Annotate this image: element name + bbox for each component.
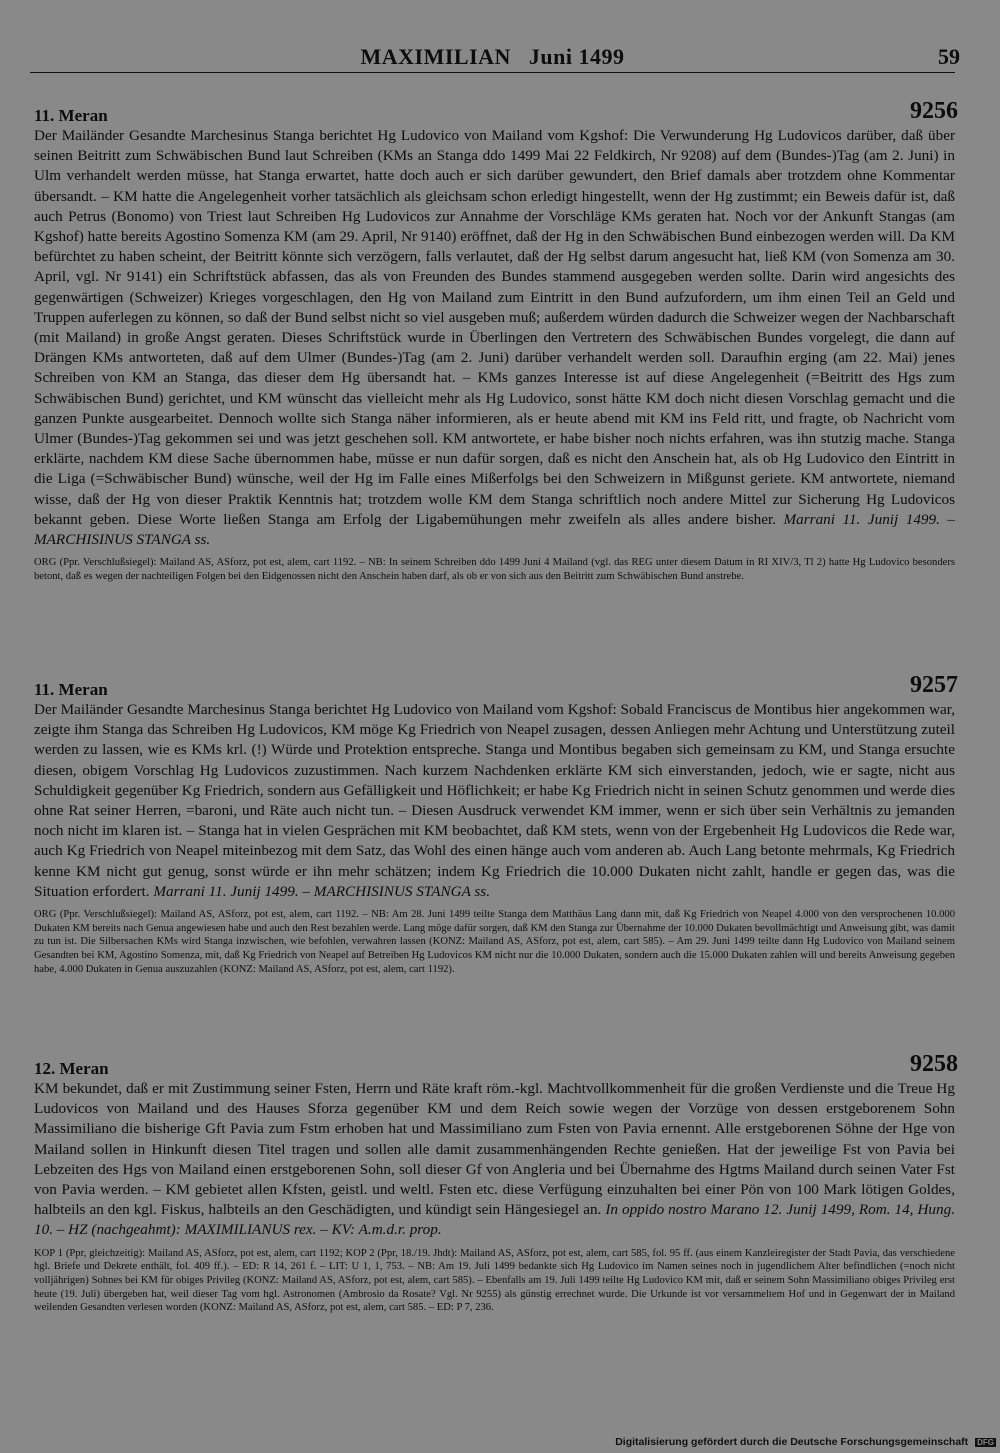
header-rule [30,72,955,73]
regest-entry-9257 [34,672,958,977]
entry-text: Der Mailänder Gesandte Marchesinus Stanga berichtet Hg Ludovico von Mailand vom Kgshof: Sobald Franciscus de Montibus hier angekommen war, zeigte ihm Stanga das Schreiben Hg Ludovicos, KM möge Kg Friedrich von Neapel zusagen, dessen Anliegen mehr Achtung und Unterstützung zuteil werden zu lassen, wie es KMs krl. (!) Würde und Protektion entspreche. Stanga und Montibus begaben sich gemeinsam zu KM, und Stanga ersuchte diesen, obigem Vorschlag Hg Ludovicos zuzustimmen. Nach kurzem Nachdenken erklärte KM sich einverstanden, jedoch, wie er sagte, nicht aus Schuldigkeit gegenüber Kg Friedrich, sondern aus Gefälligkeit und Höflichkeit; er habe Kg Friedrich nicht in seinen Schutz genommen und werde dies ohne Rat seiner Herren, =baroni, und Räte auch nicht tun. – Diesen Ausdruck verwendet KM immer, wenn er sich über sein Verhältnis zu jemanden noch nicht im klaren ist. – Stanga hat in vielen Gesprächen mit KM beobachtet, daß KM stets, wenn von der Ergebenheit Hg Ludovicos die Rede war, auch Kg Friedrich von Neapel miteinbezog mit dem Satz, das Wohl des einen hänge auch vom anderen ab. Auch Lang betonte mehrmals, Kg Friedrich kenne KM nicht gut genug, sonst würde er ihn mehr schätzen; indem Kg Friedrich die 10.000 Dukaten nicht zahlt, handle er gegen das, was die Situation erfordert. [34,701,955,900]
entry-place-date: 11. Meran [34,106,108,125]
entry-place-date: 11. Meran [34,680,108,699]
entry-number: 9258 [910,1051,958,1077]
entry-body [34,700,955,902]
entry-text: KM bekundet, daß er mit Zustimmung seiner Fsten, Herrn und Räte kraft röm.-kgl. Machtvollkommenheit für die großen Verdienste und die Treue Hg Ludovicos von Mailand und des Hauses Sforza gegenüber KM und dem Reich sowie wegen der Vorzüge von dessen erstgeborenem Sohn Massimiliano die bisherige Gft Pavia zum Fstm erhoben hat und Massimiliano zum Fsten von Pavia ernennt. Alle erstgeborenen Söhne der Hge von Mailand sollen in Hinkunft diesen Titel tragen und sollen alle damit zusammenhängenden Rechte genießen. Hat der jeweilige Fst von Pavia bei Lebzeiten des Hgs von Mailand einen erstgeborenen Sohn, soll dieser Gf von Angleria und bei Übernahme des Hgtms Mailand durch seinen Vater Fst von Pavia werden. – KM gebietet allen Kfsten, geistl. und weltl. Fsten etc. diese Verfügung einzuhalten bei einer Pön von 100 Mark lötigen Goldes, halbteils an den kgl. Fiskus, halbteils an den Geschädigten, und kündigt sein Hängesiegel an. [34,1080,955,1219]
entry-closing: Marrani 11. Junij 1499. – MARCHISINUS STANGA ss. [153,882,491,900]
regest-entry-9258 [34,1051,958,1315]
entry-number: 9257 [910,672,958,698]
credit-text: Digitalisierung gefördert durch die Deutsche Forschungsgemeinschaft [615,1436,969,1448]
entry-body [34,1079,955,1241]
entry-closing: Marrani 11. Junij 1499. – MARCHISINUS STANGA ss. [34,510,956,549]
entry-note: ORG (Ppr. Verschlußsiegel): Mailand AS, ASforz, pot est, alem, cart 1192. – NB: In seinem Schreiben ddo 1499 Juni 4 Mailand (vgl. das REG unter diesem Datum in RI XIV/3, Tl 2) hatte Hg Ludovico besonders betont, daß es wegen der nachteiligen Folgen bei den Eidgenossen nicht den Anschein haben darf, als ob er von sich aus den Beitritt zum Schwäbischen Bund anstrebe. [34,557,955,582]
page-number: 59 [938,44,960,69]
running-title: MAXIMILIAN Juni 1499 [360,44,625,69]
dfg-logo: DFG [977,1437,994,1447]
running-header [30,40,960,74]
regest-entry-9256 [34,98,958,584]
entry-number: 9256 [910,98,958,124]
entry-body [34,126,955,550]
digitization-credit [615,1436,996,1448]
entry-text: Der Mailänder Gesandte Marchesinus Stanga berichtet Hg Ludovico von Mailand vom Kgshof: Die Verwunderung Hg Ludovicos darüber, daß über seinen Beitritt zum Schwäbischen Bund laut Schreiben (KMs an Stanga ddo 1499 Mai 22 Feldkirch, Nr 9208) auf dem (Bundes-)Tag (am 2. Juni) in Ulm verhandelt werden müsse, hat Stanga erwartet, hatte doch auch er sich darüber gewundert, den Brief damals aber trotzdem ohne Kommentar übersandt. – KM hatte die Angelegenheit vorher tatsächlich als gleichsam schon erledigt hingestellt, wenn der Hg zustimmt; ein Beweis dafür ist, daß auch Petrus (Bonomo) von Triest laut Schreiben Hg Ludovicos zur Annahme der Vorschläge KMs geraten hat. Noch vor der Ankunft Stangas (am Kgshof) hatte bereits Agostino Somenza KM (am 29. April, Nr 9140) eröffnet, daß der Hg in den Schwäbischen Bund einbezogen werden will. Da KM befürchtet zu haben scheint, der Beitritt könnte sich verzögern, falls verlautet, daß der Hg selbst darum angesucht hat, ließ KM (von Somenza am 30. April, vgl. Nr 9141) ein Schriftstück abfassen, das als von Freunden des Bundes stammend ausgegeben werden sollte. Darin wird angesichts des gegenwärtigen (Schweizer) Krieges vorgeschlagen, den Hg von Mailand zum Eintritt in den Bund aufzufordern, um ihm einen Teil an Geld und Truppen auferlegen zu können, so daß der Bund selbst nicht so viel ausgeben muß; außerdem würden dadurch die Schweizer wegen der Nachbarschaft (mit Mailand) in große Angst geraten. Dieses Schriftstück wurde in Überlingen den Vertretern des Schwäbischen Bundes vorgelegt, die dann auf Drängen KMs antworteten, daß auf dem Ulmer (Bundes-)Tag (am 2. Juni) darüber verhandelt werden soll. Daraufhin erging (am 22. Mai) jenes Schreiben von KM an Stanga, das dieser dem Hg übersandt hat. – KMs ganzes Interesse ist auf diese Angelegenheit (=Beitritt des Hgs zum Schwäbischen Bund) gerichtet, und KM wünscht das vielleicht mehr als Hg Ludovico, sonst hätte KM doch nicht diesen Vorschlag gemacht und die ganzen Punkte ausgearbeitet. Dennoch wollte sich Stanga näher informieren, als er heute abend mit KM ins Feld ritt, und fragte, ob Nachricht vom Ulmer (Bundes-)Tag gekommen sei und was jetzt geschehen soll. KM antwortete, er habe bisher noch nichts erfahren, was ihn stutzig mache. Stanga erklärte, nachdem KM diese Sache übernommen habe, müsse er nun dafür sorgen, daß es nicht den Anschein hat, als ob Hg Ludovico den Eintritt in die Liga (=Schwäbischer Bund) wünsche, weil der Hg im Falle eines Mißerfolgs bei den Schweizern in Mißgunst geriete. KM antwortete, niemand wisse, daß der Hg von dieser Praktik Kenntnis hat; trotzdem wolle KM dem Stanga schriftlich noch andere Mittel zur Sicherung Hg Ludovicos bekannt geben. Diese Worte ließen Stanga am Erfolg der Ligabemühungen mehr zweifeln als alles andere bisher. [34,127,955,528]
entry-note: ORG (Ppr. Verschlußsiegel): Mailand AS, ASforz, pot est, alem, cart 1192. – NB: Am 28. Juni 1499 teilte Stanga dem Matthäus Lang dann mit, daß Kg Friedrich von Neapel 4.000 von den versprochenen 10.000 Dukaten KM bereits nach Genua angewiesen habe und auch den Rest bezahlen werde. Lang möge dafür sorgen, daß KM den Stanga zur Übernahme der 10.000 Dukaten bevollmächtigt und Anweisung gibt, was damit zu tun ist. Die Silbersachen KMs wird Stanga inzwischen, wie befohlen, verwahren lassen (KONZ: Mailand AS, ASforz, pot est, alem, cart 585). – Am 29. Juni 1499 teilte dann Hg Ludovico von Mailand seinem Gesandten bei KM, Agostino Somenza, mit, daß Kg Friedrich von Neapel auf Betreiben Hg Ludovicos KM nicht nur die 10.000 Dukaten, sondern auch die 15.000 Dukaten zahlen will und bereits Anweisung gegeben habe, 4.000 Dukaten in Genua auszuzahlen (KONZ: Mailand AS, ASforz, pot est, alem, cart 1192). [34,909,955,975]
entry-place-date: 12. Meran [34,1059,109,1078]
entry-note: KOP 1 (Ppr, gleichzeitig): Mailand AS, ASforz, pot est, alem, cart 1192; KOP 2 (Ppr, 18./19. Jhdt): Mailand AS, ASforz, pot est, alem, cart 585, fol. 95 ff. (aus einem Kanzleiregister der Stadt Pavia, das verschiedene hgl. Briefe und Dekrete enthält, fol. 409 ff.). – ED: R 14, 261 f. – LIT: U 1, 1, 753. – NB: Am 19. Juli 1499 bedankte sich Hg Ludovico im Namen seines noch in jugendlichem Alter befindlichen (=noch nicht volljährigen) Sohnes bei KM für obiges Privileg (KONZ: Mailand AS, ASforz, pot est, alem, cart 585). – Ebenfalls am 19. Juli 1499 teilte Hg Ludovico KM mit, daß er seinem Sohn Massimiliano obiges Privileg erst heute (19. Juli) übergeben hat, weil dieser Tag vom hgl. Astronomen (Ambrosio da Rosate? Vgl. Nr 9255) als günstig errechnet wurde. Die Urkunde ist vor versammeltem Hof und in Gegenwart der in Mailand weilenden Gesandten verlesen worden (KONZ: Mailand AS, ASforz, pot est, alem, cart 585. – ED: P 7, 236. [34,1247,955,1314]
entry-closing: In oppido nostro Marano 12. Junij 1499, Rom. 14, Hung. 10. – HZ (nachgeahmt): MAXIMILIANUS rex. – KV: A.m.d.r. prop. [34,1201,956,1239]
